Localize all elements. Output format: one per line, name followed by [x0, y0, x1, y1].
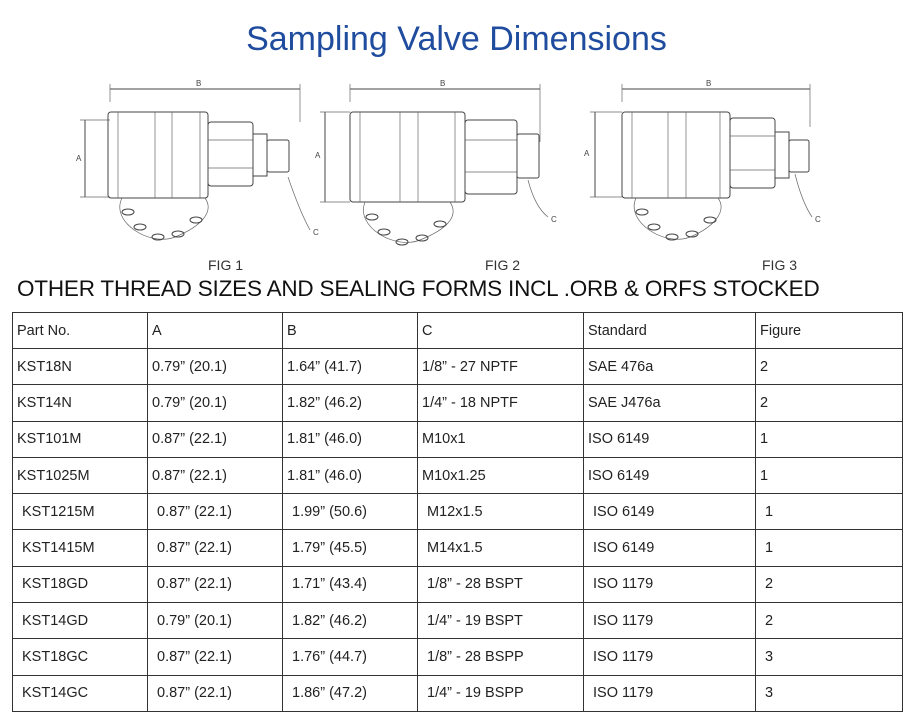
- cell-figure: 2: [756, 566, 903, 602]
- cell-standard: ISO 6149: [584, 457, 756, 493]
- fig1-label: FIG 1: [208, 257, 244, 273]
- cell-standard: ISO 6149: [584, 530, 756, 566]
- table-row: [13, 566, 903, 602]
- page-title: Sampling Valve Dimensions: [246, 20, 667, 58]
- cell-part-no: KST1025M: [13, 457, 148, 493]
- cell-a: 0.87” (22.1): [148, 639, 283, 675]
- cell-c: M14x1.5: [418, 530, 584, 566]
- cell-c: 1/8” - 27 NPTF: [418, 349, 584, 385]
- thread-sizes-note: OTHER THREAD SIZES AND SEALING FORMS INCL .ORB & ORFS STOCKED: [17, 276, 820, 301]
- cell-c: 1/4” - 18 NPTF: [418, 385, 584, 421]
- cell-c: M10x1: [418, 421, 584, 457]
- cell-a: 0.79” (20.1): [148, 603, 283, 639]
- cell-figure: 1: [756, 530, 903, 566]
- cell-b: 1.81” (46.0): [283, 421, 418, 457]
- cell-a: 0.87” (22.1): [148, 421, 283, 457]
- table-row: [13, 603, 903, 639]
- fig3-dim-a: A: [584, 149, 590, 158]
- cell-c: 1/4” - 19 BSPT: [418, 603, 584, 639]
- table-row: [13, 675, 903, 711]
- cell-c: M10x1.25: [418, 457, 584, 493]
- valve-drawings: [0, 72, 913, 272]
- cell-part-no: KST14GC: [13, 675, 148, 711]
- cell-a: 0.87” (22.1): [148, 530, 283, 566]
- cell-part-no: KST18GC: [13, 639, 148, 675]
- cell-b: 1.71” (43.4): [283, 566, 418, 602]
- cell-part-no: KST1415M: [13, 530, 148, 566]
- cell-a: 0.87” (22.1): [148, 494, 283, 530]
- header-c: C: [418, 313, 584, 349]
- cell-figure: 1: [756, 494, 903, 530]
- cell-b: 1.64” (41.7): [283, 349, 418, 385]
- cell-a: 0.79” (20.1): [148, 385, 283, 421]
- cell-figure: 2: [756, 349, 903, 385]
- fig3-dim-c: C: [815, 215, 821, 224]
- cell-figure: 3: [756, 675, 903, 711]
- table-row: [13, 639, 903, 675]
- cell-part-no: KST101M: [13, 421, 148, 457]
- cell-a: 0.87” (22.1): [148, 566, 283, 602]
- header-part-no: Part No.: [13, 313, 148, 349]
- fig3-drawing: [584, 79, 821, 240]
- cell-part-no: KST18GD: [13, 566, 148, 602]
- cell-b: 1.86” (47.2): [283, 675, 418, 711]
- cell-b: 1.79” (45.5): [283, 530, 418, 566]
- table-row: [13, 530, 903, 566]
- table-row: [13, 494, 903, 530]
- cell-b: 1.82” (46.2): [283, 603, 418, 639]
- fig1-dim-b: B: [196, 79, 202, 88]
- cell-standard: SAE 476a: [584, 349, 756, 385]
- cell-b: 1.82” (46.2): [283, 385, 418, 421]
- cell-standard: ISO 1179: [584, 675, 756, 711]
- cell-part-no: KST14GD: [13, 603, 148, 639]
- fig3-dim-b: B: [706, 79, 712, 88]
- cell-b: 1.99” (50.6): [283, 494, 418, 530]
- cell-standard: ISO 6149: [584, 494, 756, 530]
- table-header-row: [13, 313, 903, 349]
- fig2-label: FIG 2: [485, 257, 521, 273]
- fig3-label: FIG 3: [762, 257, 798, 273]
- cell-c: 1/4” - 19 BSPP: [418, 675, 584, 711]
- cell-part-no: KST14N: [13, 385, 148, 421]
- table-row: [13, 385, 903, 421]
- cell-figure: 2: [756, 385, 903, 421]
- cell-a: 0.87” (22.1): [148, 675, 283, 711]
- header-a: A: [148, 313, 283, 349]
- header-figure: Figure: [756, 313, 903, 349]
- cell-figure: 2: [756, 603, 903, 639]
- cell-standard: ISO 1179: [584, 603, 756, 639]
- cell-standard: ISO 6149: [584, 421, 756, 457]
- cell-b: 1.81” (46.0): [283, 457, 418, 493]
- fig2-dim-a: A: [315, 151, 321, 160]
- header-b: B: [283, 313, 418, 349]
- cell-part-no: KST18N: [13, 349, 148, 385]
- cell-b: 1.76” (44.7): [283, 639, 418, 675]
- cell-a: 0.79” (20.1): [148, 349, 283, 385]
- header-standard: Standard: [584, 313, 756, 349]
- table-row: [13, 421, 903, 457]
- cell-standard: SAE J476a: [584, 385, 756, 421]
- cell-a: 0.87” (22.1): [148, 457, 283, 493]
- cell-c: 1/8” - 28 BSPP: [418, 639, 584, 675]
- cell-figure: 1: [756, 457, 903, 493]
- cell-part-no: KST1215M: [13, 494, 148, 530]
- fig2-dim-b: B: [440, 79, 446, 88]
- cell-standard: ISO 1179: [584, 566, 756, 602]
- table-row: [13, 349, 903, 385]
- fig2-dim-c: C: [551, 215, 557, 224]
- cell-figure: 3: [756, 639, 903, 675]
- table-row: [13, 457, 903, 493]
- fig1-drawing: [76, 79, 319, 240]
- cell-c: 1/8” - 28 BSPT: [418, 566, 584, 602]
- dimensions-table: [12, 312, 903, 712]
- cell-figure: 1: [756, 421, 903, 457]
- cell-standard: ISO 1179: [584, 639, 756, 675]
- fig1-dim-c: C: [313, 228, 319, 237]
- fig1-dim-a: A: [76, 154, 82, 163]
- fig2-drawing: [315, 79, 557, 245]
- cell-c: M12x1.5: [418, 494, 584, 530]
